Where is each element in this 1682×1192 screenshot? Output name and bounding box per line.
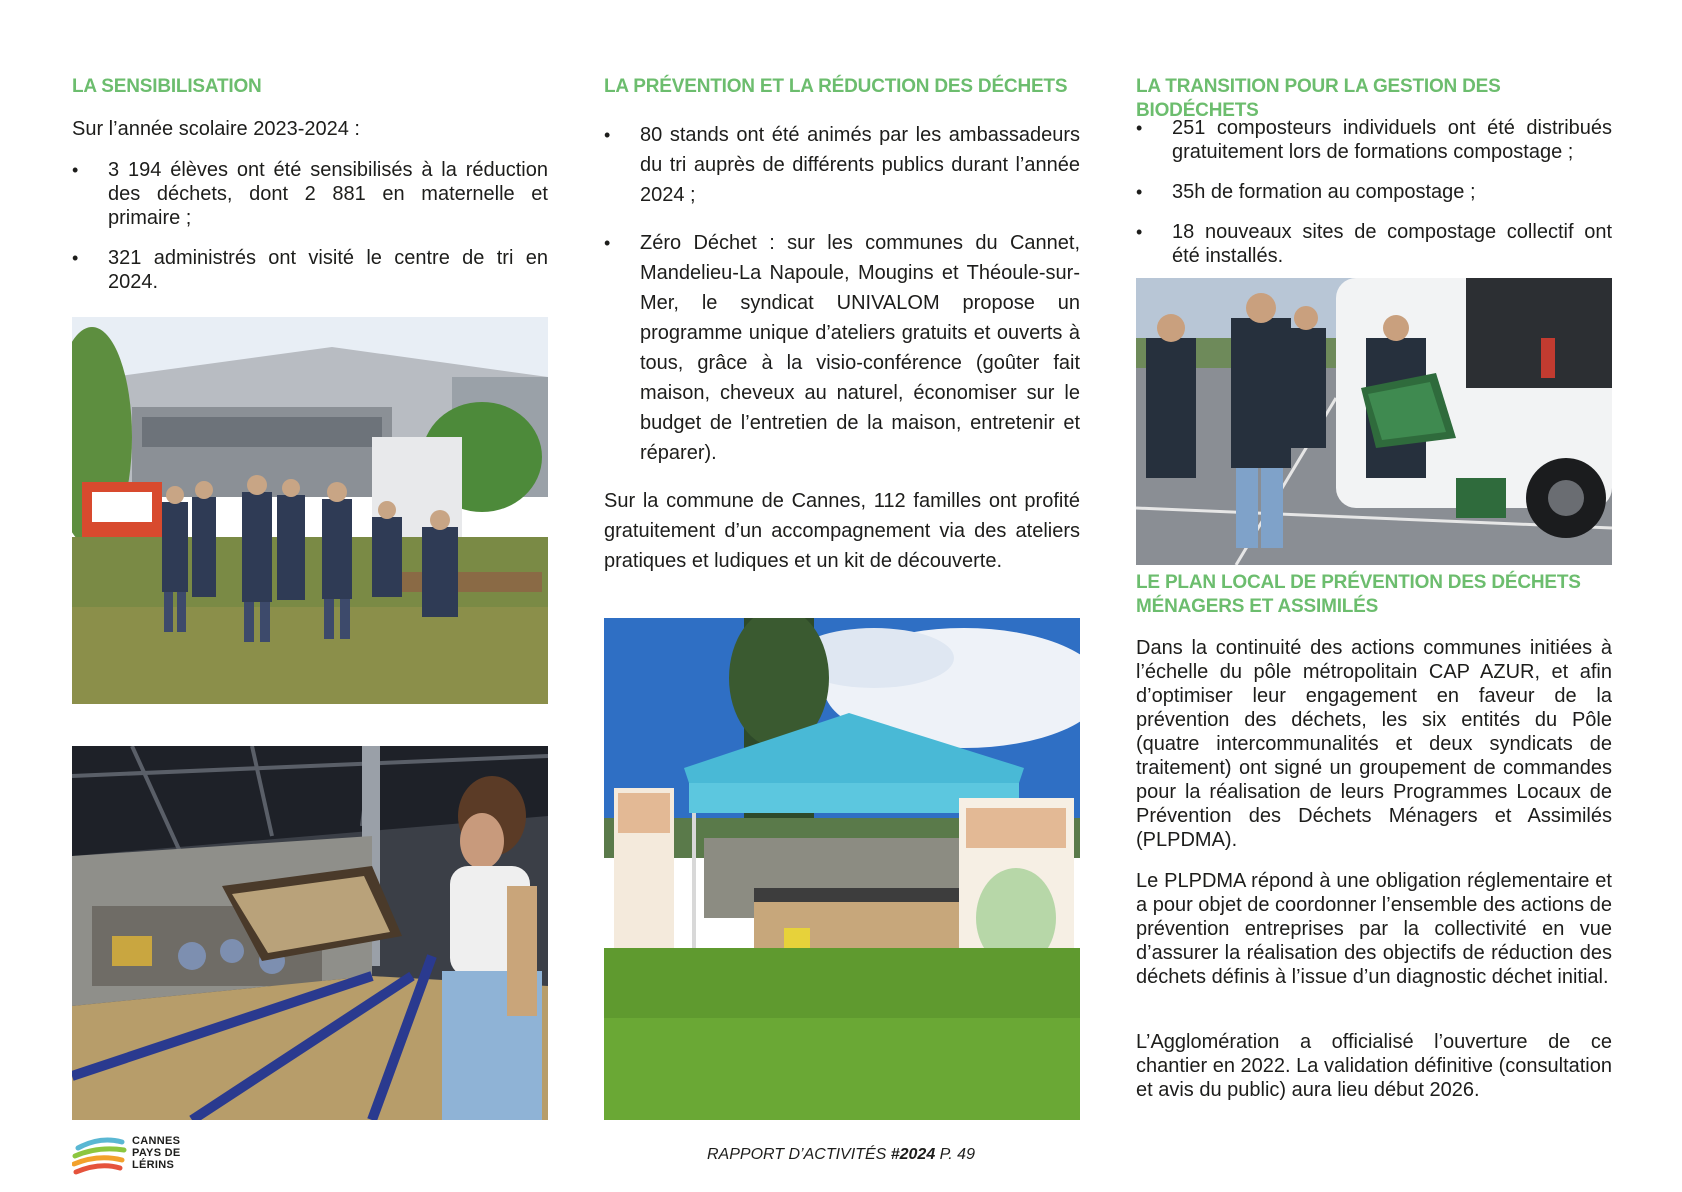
outdoor-group-visit-photo [72, 317, 548, 704]
heading-biodechets: LA TRANSITION POUR LA GESTION DES BIODÉCHETS [1136, 76, 1501, 121]
report-year: #2024 [890, 1146, 936, 1163]
plpdma-paragraph-3: L’Agglomération a officialisé l’ouverture de ce chantier en 2022. La validation définitive (consultation et avis du public) aura lieu début 2026. [1136, 1031, 1612, 1101]
page-number: P. 49 [935, 1146, 975, 1163]
list-item: • 321 administrés ont visité le centre de tri en 2024. [72, 246, 548, 294]
logo-text: CANNES PAYS DE LÉRINS [132, 1135, 181, 1171]
biodechets-list [1136, 116, 1612, 284]
list-item: • Zéro Déchet : sur les communes du Cannet, Mandelieu-La Napoule, Mougins et Théoule-sur-Mer, le syndicat UNIVALOM propose un programme unique d’ateliers gratuits et ouverts à tous, grâce à la visio-conférence (goûter fait maison, cheveux au naturel, économiser sur le budget de l’entretien de la maison, entretenir et réparer). [604, 228, 1080, 468]
plpdma-paragraph-1: Dans la continuité des actions communes initiées à l’échelle du pôle métropolitain CAP AZUR, et afin d’optimiser leur engagement en faveur de la prévention des déchets, les six entités du Pôle (quatre intercommunalités et deux syndicats de traitement) ont signé un groupement de commandes pour la réalisation de leurs Programmes Locaux de Prévention des Déchets Ménagers et Assimilés (PLPDMA). [1136, 637, 1612, 851]
list-item: • 80 stands ont été animés par les ambassadeurs du tri auprès de différents publics durant l’année 2024 ; [604, 120, 1080, 210]
prevention-list [604, 120, 1080, 486]
heading-prevention: LA PRÉVENTION ET LA RÉDUCTION DES DÉCHETS [604, 76, 1068, 97]
sorting-center-visitor-photo [72, 746, 548, 1120]
composter-distribution-photo [1136, 278, 1612, 565]
list-item: • 3 194 élèves ont été sensibilisés à la réduction des déchets, dont 2 881 en maternelle et primaire ; [72, 158, 548, 230]
list-item: • 18 nouveaux sites de compostage collectif ont été installés. [1136, 220, 1612, 268]
plpdma-paragraph-2: Le PLPDMA répond à une obligation réglementaire et a pour objet de coordonner l’ensemble des actions de prévention entreprises par la collectivité en vue d’assurer la réalisation des objectifs de réduction des déchets définis à l’issue d’un diagnostic déchet initial. [1136, 870, 1612, 988]
report-label: RAPPORT D’ACTIVITÉS [707, 1146, 891, 1163]
heading-plpdma: LE PLAN LOCAL DE PRÉVENTION DES DÉCHETS MÉNAGERS ET ASSIMILÉS [1136, 572, 1581, 617]
sensibilisation-list [72, 158, 548, 310]
cannes-families-paragraph: Sur la commune de Cannes, 112 familles ont profité gratuitement d’un accompagnement via des ateliers pratiques et ludiques et un kit de découverte. [604, 490, 1080, 572]
report-footer [0, 1146, 1682, 1164]
intro-text: Sur l’année scolaire 2023-2024 : [72, 118, 360, 140]
heading-sensibilisation: LA SENSIBILISATION [72, 76, 262, 97]
list-item: • 35h de formation au compostage ; [1136, 180, 1612, 204]
list-item: • 251 composteurs individuels ont été distribués gratuitement lors de formations compostage ; [1136, 116, 1612, 164]
information-stand-tent-photo [604, 618, 1080, 1120]
